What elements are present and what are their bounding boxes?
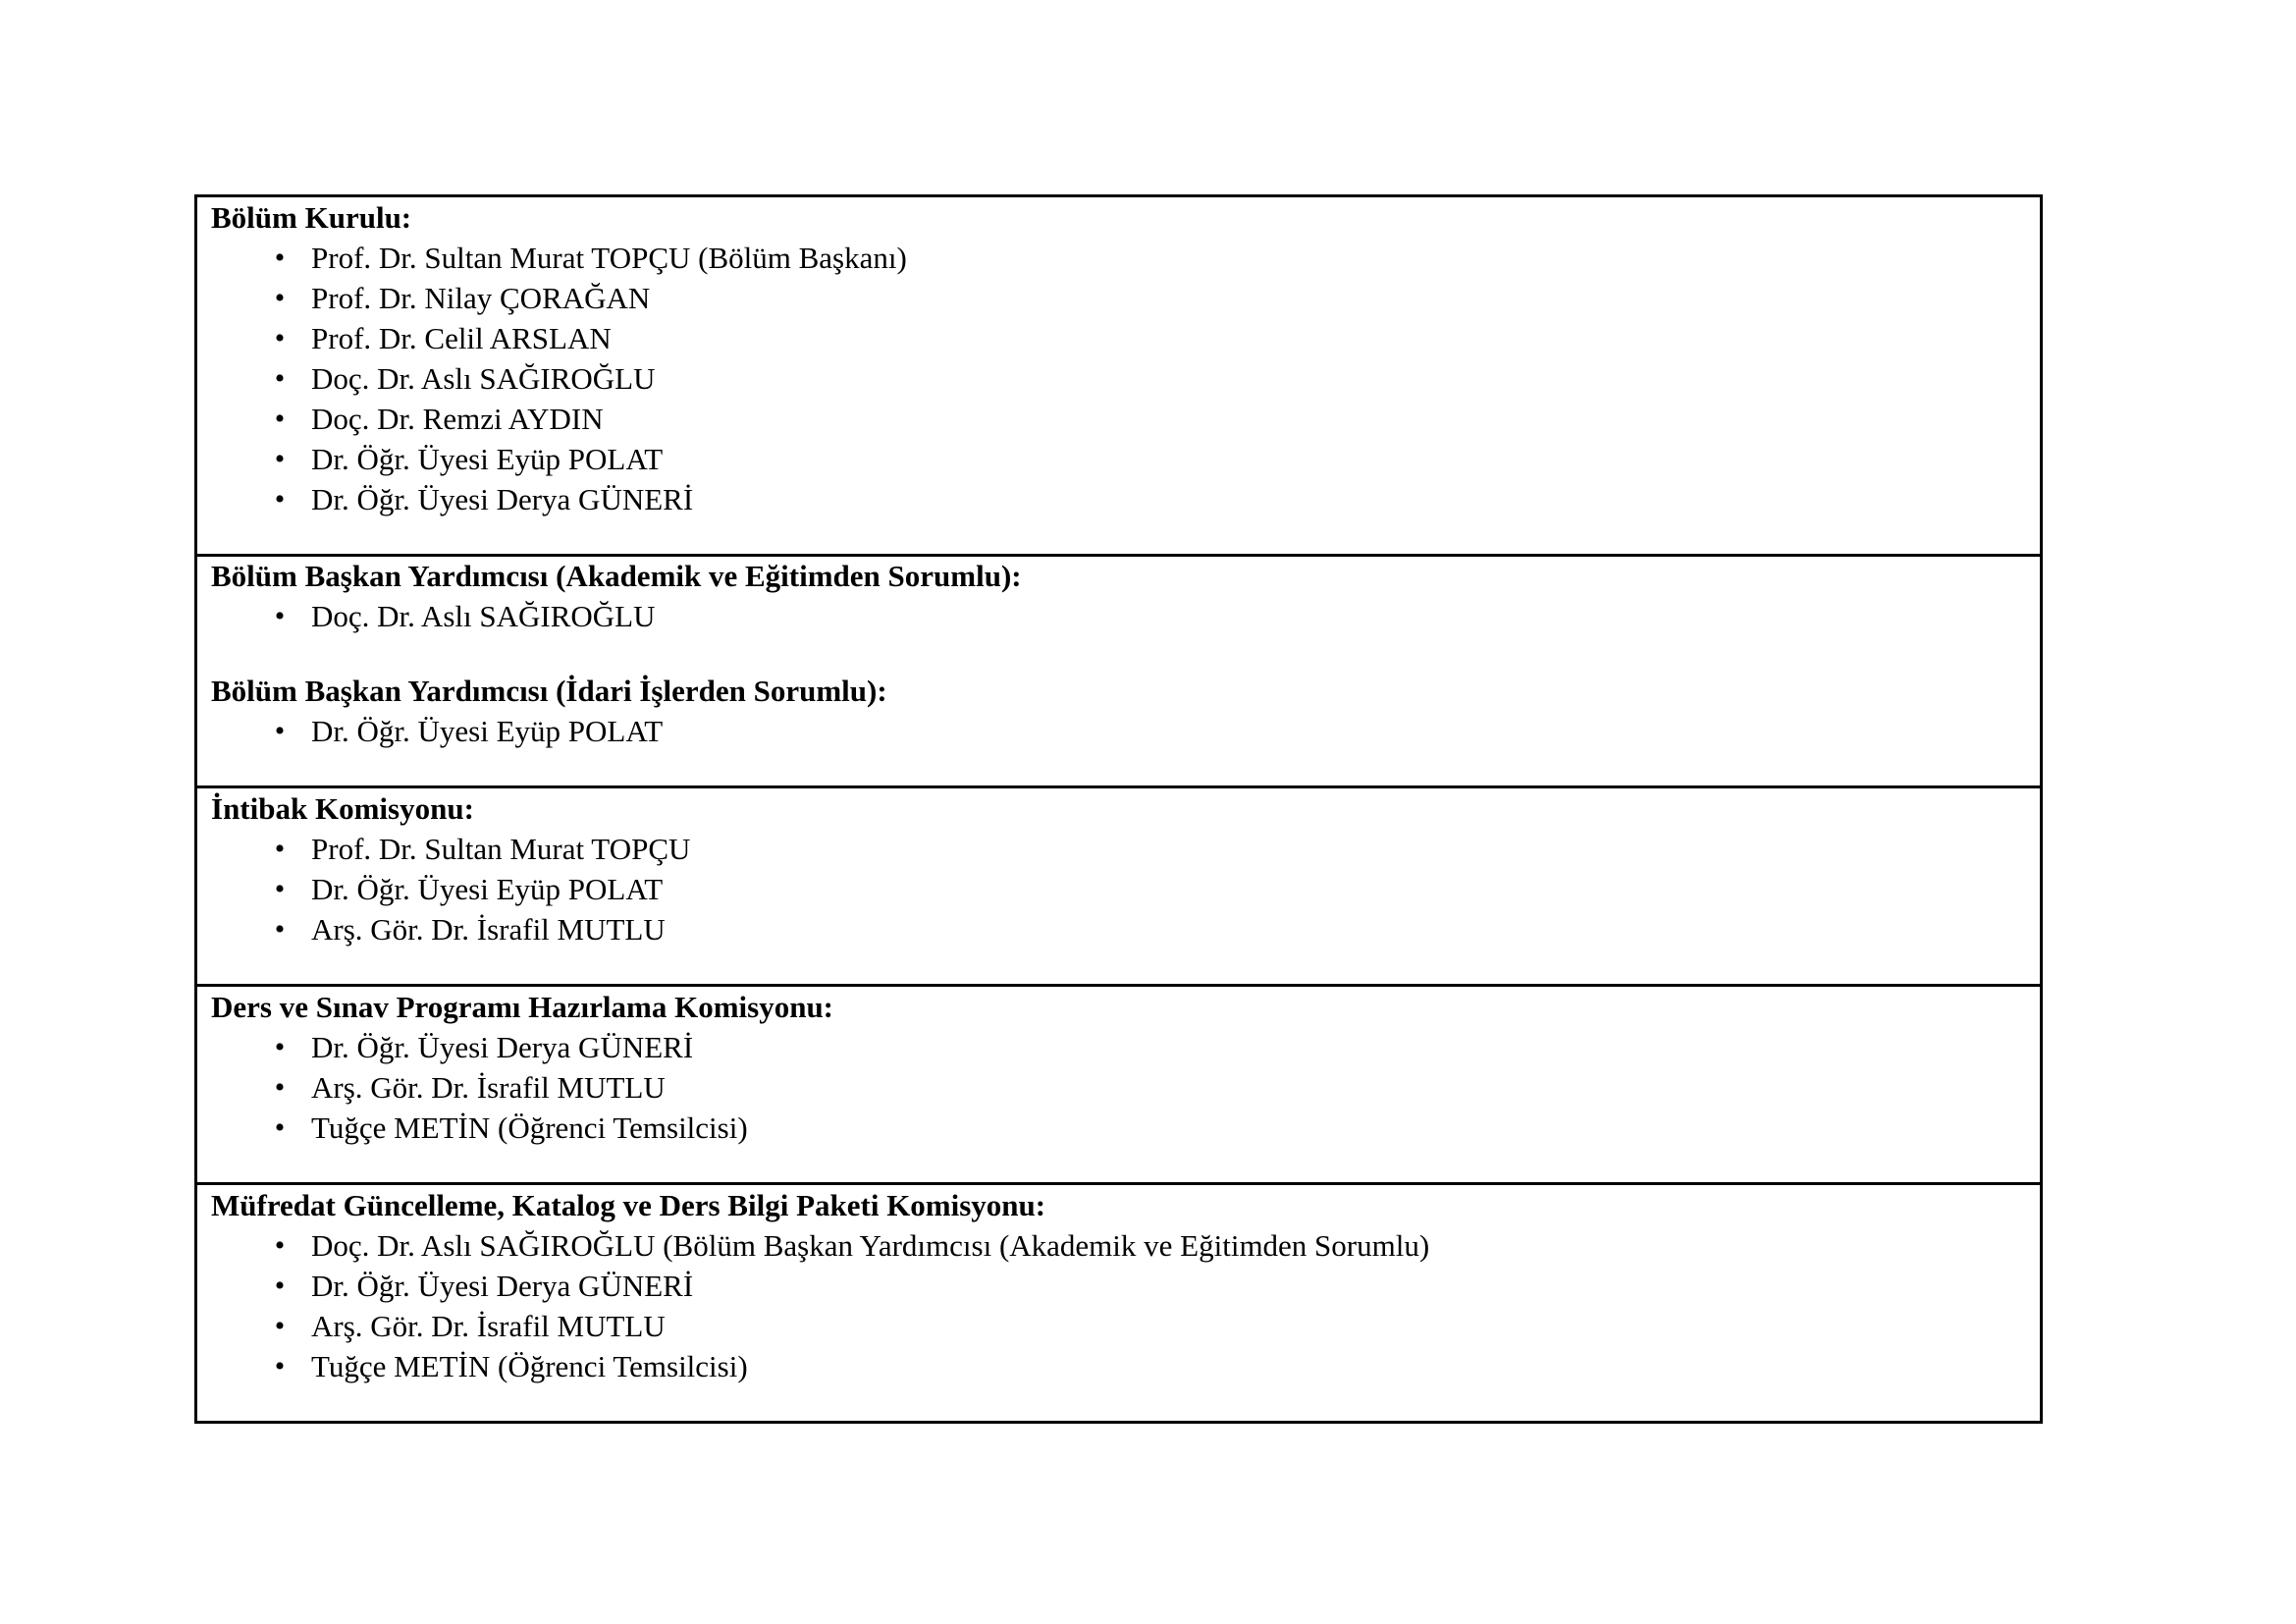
section-heading: Müfredat Güncelleme, Katalog ve Ders Bilgi Paketi Komisyonu:: [211, 1188, 1046, 1222]
section-heading: Bölüm Başkan Yardımcısı (Akademik ve Eğitimden Sorumlu):: [211, 559, 1022, 593]
section-cell-baskan-yardimcisi: Bölüm Başkan Yardımcısı (Akademik ve Eğitimden Sorumlu): • Doç. Dr. Aslı SAĞIROĞLU Bölüm Başkan Yardımcısı (İdari İşlerden Sorumlu): • Dr. Öğr. Üyesi Eyüp POLAT: [196, 556, 2042, 787]
bullet-icon: •: [274, 873, 286, 905]
bullet-icon: •: [274, 600, 286, 632]
bullet-icon: •: [274, 403, 286, 435]
bullet-icon: •: [274, 362, 286, 395]
bullet-icon: •: [274, 1350, 286, 1382]
bullet-icon: •: [274, 483, 286, 515]
bullet-icon: •: [274, 1111, 286, 1144]
section-heading: Bölüm Kurulu:: [211, 200, 412, 235]
bullet-icon: •: [274, 913, 286, 946]
bullet-icon: •: [274, 242, 286, 274]
bullet-icon: •: [274, 715, 286, 747]
section-cell-ders-sinav: Ders ve Sınav Programı Hazırlama Komisyonu: • Dr. Öğr. Üyesi Derya GÜNERİ • Arş. Gör. Dr. İsrafil MUTLU • Tuğçe METİN (Öğrenci Temsilcisi): [196, 986, 2042, 1184]
section-heading: İntibak Komisyonu:: [211, 791, 474, 826]
bullet-icon: •: [274, 1270, 286, 1302]
bullet-icon: •: [274, 282, 286, 314]
bullet-icon: •: [274, 1071, 286, 1104]
table-row: [196, 986, 2042, 1184]
section-heading: Ders ve Sınav Programı Hazırlama Komisyonu:: [211, 990, 834, 1024]
section-cell-intibak: İntibak Komisyonu: • Prof. Dr. Sultan Murat TOPÇU • Dr. Öğr. Üyesi Eyüp POLAT • Arş. Gör. Dr. İsrafil MUTLU: [196, 787, 2042, 986]
section-cell-mufredat: Müfredat Güncelleme, Katalog ve Ders Bilgi Paketi Komisyonu: • Doç. Dr. Aslı SAĞIROĞLU (Bölüm Başkan Yardımcısı (Akademik ve Eğitimden Sorumlu) • Dr. Öğr. Üyesi Derya GÜNERİ • Arş. Gör. Dr. İsrafil MUTLU • Tuğçe METİN (Öğrenci Temsilcisi): [196, 1184, 2042, 1423]
table-row: [196, 787, 2042, 986]
bullet-icon: •: [274, 1310, 286, 1342]
section-cell-bolum-kurulu: Bölüm Kurulu: • Prof. Dr. Sultan Murat TOPÇU (Bölüm Başkanı) • Prof. Dr. Nilay ÇORAĞAN • Prof. Dr. Celil ARSLAN • Doç. Dr. Aslı SAĞIROĞLU • Doç. Dr. Remzi AYDIN • Dr. Öğr. Üyesi Eyüp POLAT • Dr. Öğr. Üyesi Derya GÜNERİ: [196, 196, 2042, 556]
bullet-icon: •: [274, 443, 286, 475]
section-heading: Bölüm Başkan Yardımcısı (İdari İşlerden Sorumlu):: [211, 674, 887, 708]
bullet-icon: •: [274, 1031, 286, 1063]
bullet-icon: •: [274, 833, 286, 865]
table-row: [196, 556, 2042, 787]
committee-table: [194, 194, 2043, 1424]
table-row: [196, 196, 2042, 556]
bullet-icon: •: [274, 1229, 286, 1262]
bullet-icon: •: [274, 322, 286, 354]
table-row: [196, 1184, 2042, 1423]
